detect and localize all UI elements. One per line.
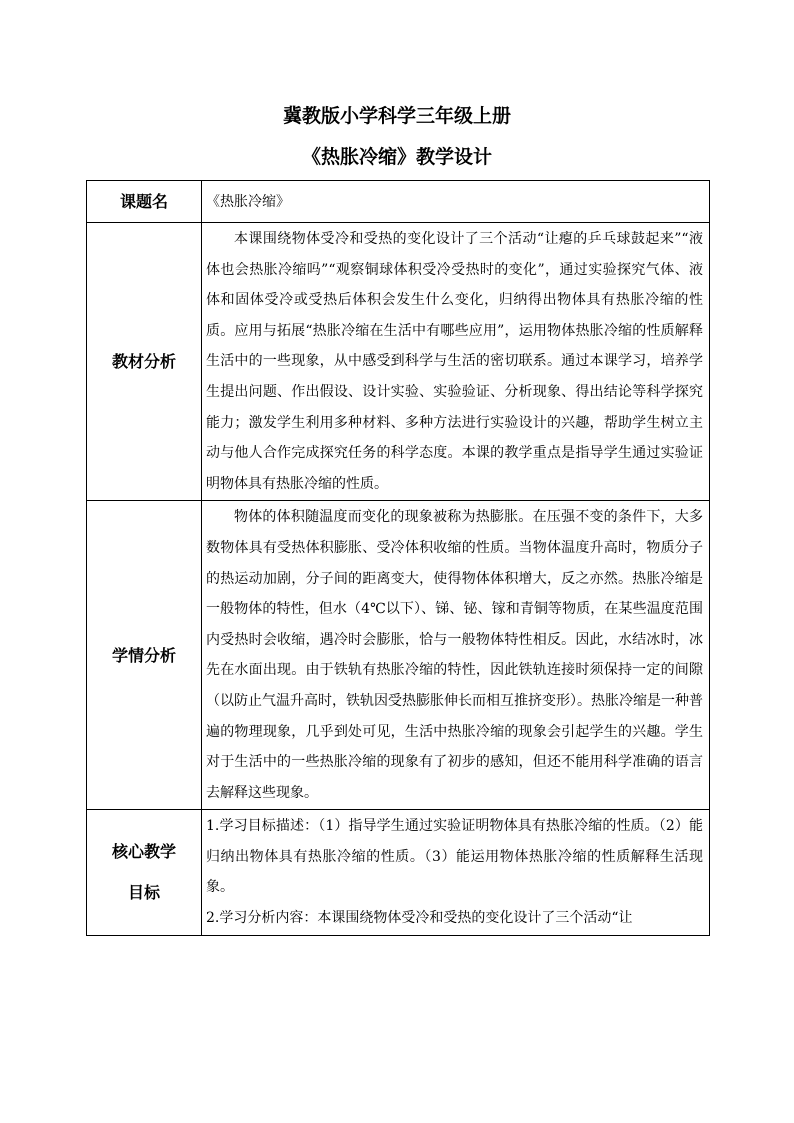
table-row-material <box>87 223 710 501</box>
objectives-item-2: 2.学习分析内容：本课围绕物体受冷和受热的变化设计了三个活动“让 <box>206 910 633 927</box>
objectives-item-1: 1.学习目标描述：（1）指导学生通过实验证明物体具有热胀冷缩的性质。（2）能归纳出物体具有热胀冷缩的性质。（3）能运用物体热胀冷缩的性质解释生活现象。 <box>206 818 703 896</box>
objectives-label-line2: 目标 <box>127 883 160 903</box>
table-row-objectives <box>87 810 710 935</box>
row-label-material: 教材分析 <box>87 223 202 501</box>
lesson-design-table <box>86 180 710 936</box>
students-paragraph: 物体的体积随温度而变化的现象被称为热膨胀。在压强不变的条件下，大多数物体具有受热体积膨胀、受冷体积收缩的性质。当物体温度升高时，物质分子的热运动加剧，分子间的距离变大，使得物体体积增大，反之亦然。热胀冷缩是一般物体的特性，但水（4℃以下）、锑、铋、镓和青铜等物质，在某些温度范围内受热时会收缩，遇冷时会膨胀，恰与一般物体特性相反。因此，水结冰时，冰先在水面出现。由于铁轨有热胀冷缩的特性，因此铁轨连接时须保持一定的间隙（以防止气温升高时，铁轨因受热膨胀伸长而相互推挤变形）。热胀冷缩是一种普遍的物理现象，几乎到处可见，生活中热胀冷缩的现象会引起学生的兴趣。学生对于生活中的一些热胀冷缩的现象有了初步的感知，但还不能用科学准确的语言去解释这些现象。 <box>206 509 703 801</box>
row-content-material <box>202 223 710 501</box>
row-content-students <box>202 501 710 810</box>
row-label-objectives <box>87 810 202 935</box>
material-paragraph: 本课围绕物体受冷和受热的变化设计了三个活动“让瘪的乒乓球鼓起来”“液体也会热胀冷缩吗”“观察铜球体积受冷受热时的变化”，通过实验探究气体、液体和固体受冷或受热后体积会发生什么变化，归纳得出物体具有热胀冷缩的性质。应用与拓展“热胀冷缩在生活中有哪些应用”，运用物体热胀冷缩的性质解释生活中的一些现象，从中感受到科学与生活的密切联系。通过本课学习，培养学生提出问题、作出假设、设计实验、实验验证、分析现象、得出结论等科学探究能力；激发学生利用多种材料、多种方法进行实验设计的兴趣，帮助学生树立主动与他人合作完成探究任务的科学态度。本课的教学重点是指导学生通过实验证明物体具有热胀冷缩的性质。 <box>206 231 703 492</box>
document-title: 冀教版小学科学三年级上册 <box>282 105 511 127</box>
document-subtitle: 《热胀冷缩》教学设计 <box>301 146 492 168</box>
row-content-objectives <box>202 810 710 935</box>
row-label-students: 学情分析 <box>87 501 202 810</box>
row-label-topic: 课题名 <box>87 181 202 223</box>
table-row-students <box>87 501 710 810</box>
row-content-topic: 《热胀冷缩》 <box>202 181 710 223</box>
objectives-label-line1: 核心教学 <box>111 842 176 862</box>
table-row-topic <box>87 181 710 223</box>
